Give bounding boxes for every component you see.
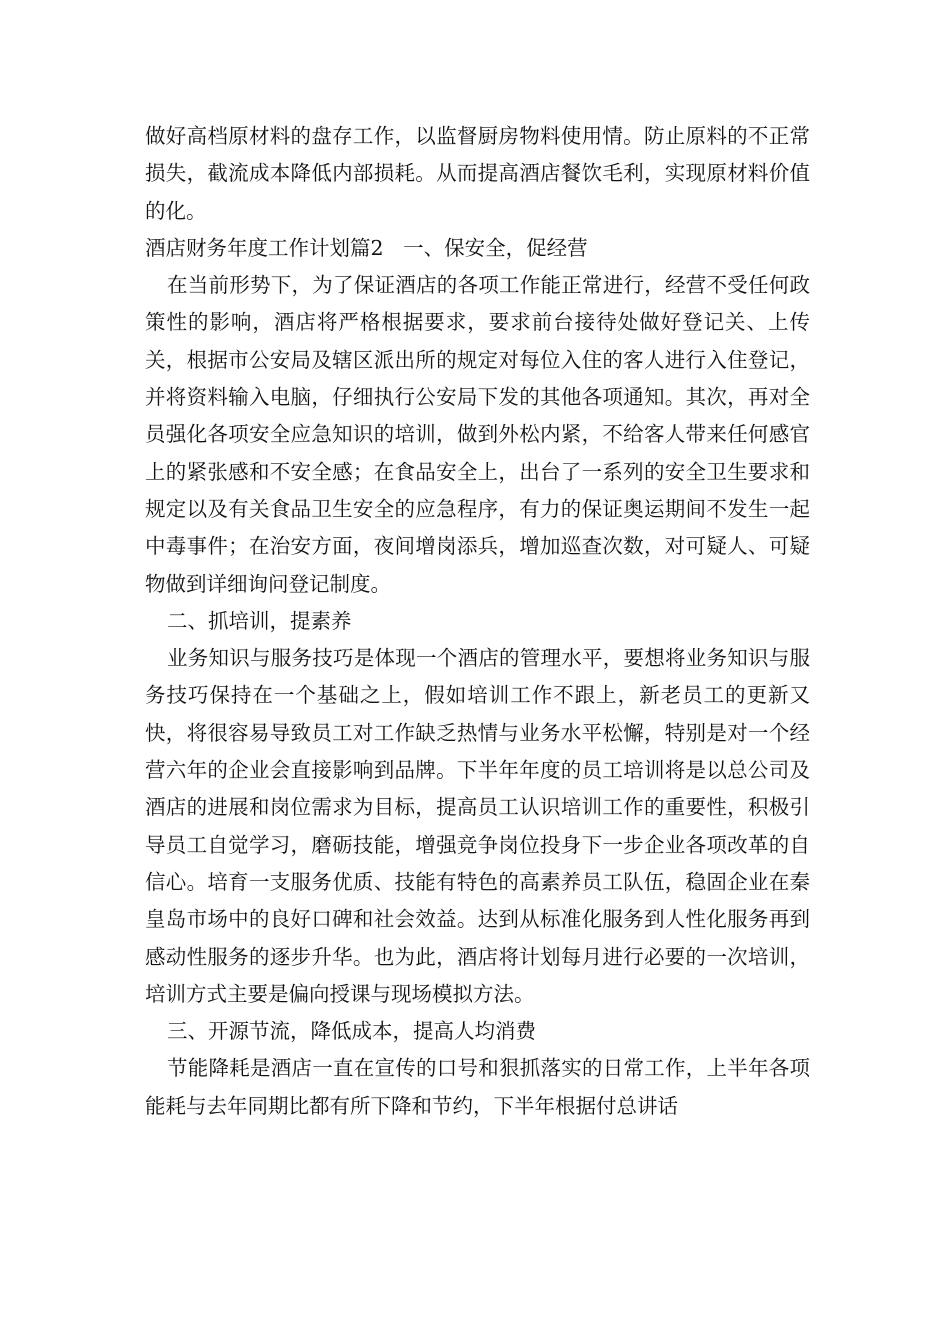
paragraph-training: 业务知识与服务技巧是体现一个酒店的管理水平，要想将业务知识与服务技巧保持在一个基础之上，假如培训工作不跟上，新老员工的更新又快，将很容易导致员工对工作缺乏热情与业务水平松懈，特别是对一个经营六年的企业会直接影响到品牌。下半年年度的员工培训将是以总公司及酒店的进展和岗位需求为目标，提高员工认识培训工作的重要性，积极引导员工自觉学习，磨砺技能，增强竞争岗位投身下一步企业各项改革的自信心。培育一支服务优质、技能有特色的高素养员工队伍，稳固企业在秦皇岛市场中的良好口碑和社会效益。达到从标准化服务到人性化服务再到感动性服务的逐步升华。也为此，酒店将计划每月进行必要的一次培训，培训方式主要是偏向授课与现场模拟方法。 [145, 646, 810, 1006]
section-heading-2: 二、抓培训，提素养 [167, 608, 352, 633]
heading-title: 酒店财务年度工作计划篇2 [145, 235, 384, 260]
document-heading [145, 230, 810, 267]
heading-section-1: 一、保安全，促经营 [403, 235, 588, 260]
paragraph-intro: 做好高档原材料的盘存工作，以监督厨房物料使用情。防止原料的不正常损失，截流成本降低内部损耗。从而提高酒店餐饮毛利，实现原材料价值的化。 [145, 124, 810, 223]
section-heading-3: 三、开源节流，降低成本，提高人均消费 [167, 1019, 536, 1044]
paragraph-cost: 节能降耗是酒店一直在宣传的口号和狠抓落实的日常工作，上半年各项能耗与去年同期比都有所下降和节约，下半年根据付总讲话 [145, 1056, 810, 1118]
document-body [145, 118, 810, 1125]
paragraph-security: 在当前形势下，为了保证酒店的各项工作能正常进行，经营不受任何政策性的影响，酒店将严格根据要求，要求前台接待处做好登记关、上传关，根据市公安局及辖区派出所的规定对每位入住的客人进行入住登记，并将资料输入电脑，仔细执行公安局下发的其他各项通知。其次，再对全员强化各项安全应急知识的培训，做到外松内紧，不给客人带来任何感官上的紧张感和不安全感；在食品安全上，出台了一系列的安全卫生要求和规定以及有关食品卫生安全的应急程序，有力的保证奥运期间不发生一起中毒事件；在治安方面，夜间增岗添兵，增加巡查次数，对可疑人、可疑物做到详细询问登记制度。 [145, 273, 810, 596]
